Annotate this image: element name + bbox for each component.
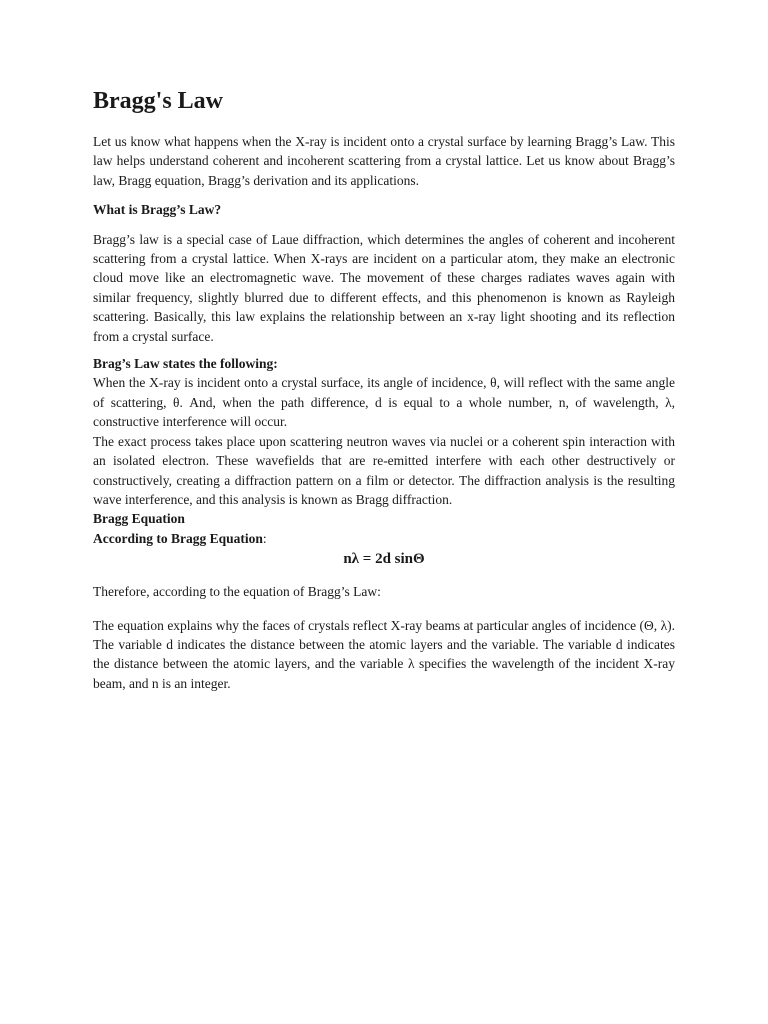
- according-colon: :: [262, 530, 267, 546]
- states-heading: Brag’s Law states the following:: [93, 356, 278, 372]
- blank-spacer: [93, 602, 675, 616]
- therefore-line: Therefore, according to the equation of Bragg’s Law:: [93, 584, 381, 600]
- states-paragraph: When the X-ray is incident onto a crystal surface, its angle of incidence, θ, will reflect with the same angle of scattering, θ. And, when the path difference, d is equal to a whole number, n, of wavelength, λ, constructive interference will occur.: [93, 375, 675, 430]
- according-label: According to Bragg Equation: [93, 530, 263, 546]
- bragg-equation-heading: Bragg Equation: [93, 511, 185, 527]
- according-line: [93, 529, 675, 548]
- what-is-heading: What is Bragg’s Law?: [93, 202, 222, 218]
- bragg-equation: nλ = 2d sinΘ: [343, 551, 425, 568]
- what-is-paragraph: Bragg’s law is a special case of Laue diffraction, which determines the angles of coherent and incoherent scattering from a crystal lattice. When X-rays are incident on a particular atom, they make an electronic cloud move like an electromagnetic wave. The movement of these charges radiates waves again with similar frequency, slightly blurred due to different effects, and this phenomenon is known as Rayleigh scattering. Basically, this law explains the relationship between an x-ray light shooting and its reflection from a crystal surface.: [93, 231, 675, 344]
- intro-paragraph: Let us know what happens when the X-ray is incident onto a crystal surface by learning Bragg’s Law. This law helps understand coherent and incoherent scattering from a crystal lattice. Let us know about Bragg’s law, Bragg equation, Bragg’s derivation and its applications.: [93, 134, 675, 188]
- document-page: [93, 84, 675, 693]
- explain-paragraph: The equation explains why the faces of crystals reflect X-ray beams at particular angles of incidence (Θ, λ). The variable d indicates the distance between the atomic layers and the variable. The variable d indicates the distance between the atomic layers, and the variable λ specifies the wavelength of the incident X-ray beam, and n is an integer.: [93, 617, 675, 691]
- page-title: Bragg's Law: [93, 88, 224, 114]
- process-paragraph: The exact process takes place upon scattering neutron waves via nuclei or a coherent spin interaction with an isolated electron. These wavefields that are re-emitted interfere with each other destructively or constructively, creating a diffraction pattern on a film or detector. The diffraction analysis is the resulting wave interference, and this analysis is known as Bragg diffraction.: [93, 433, 675, 507]
